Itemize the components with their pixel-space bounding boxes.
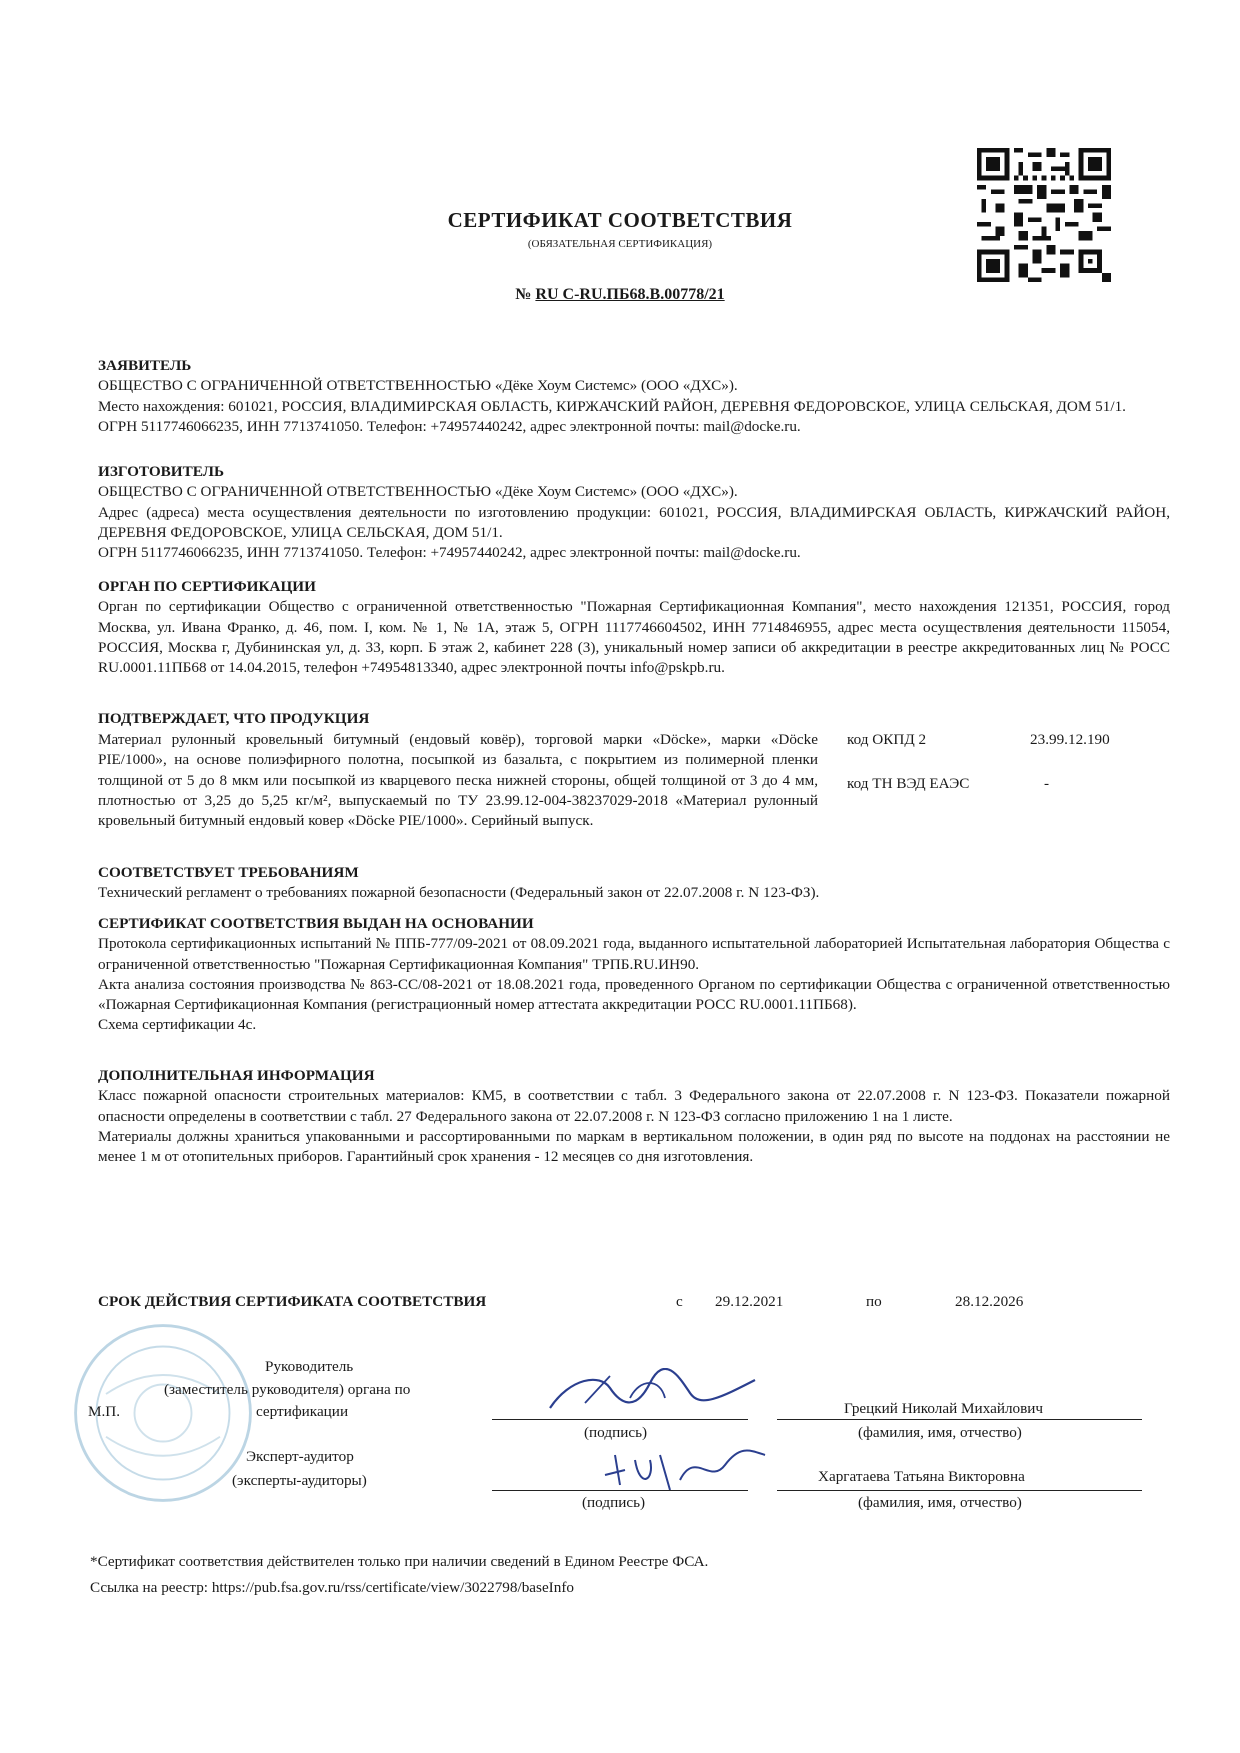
head-name-line [777,1419,1142,1420]
requirements-heading: СООТВЕТСТВУЕТ ТРЕБОВАНИЯМ [98,864,359,881]
applicant-address: Место нахождения: 601021, РОССИЯ, ВЛАДИМИРСКАЯ ОБЛАСТЬ, КИРЖАЧСКИЙ РАЙОН, ДЕРЕВНЯ ФЕДОРОВСКОЕ, УЛИЦА СЕЛЬСКАЯ, ДОМ 51/1. [98,397,1126,415]
requirements-section [98,863,1170,904]
manufacturer-name: ОБЩЕСТВО С ОГРАНИЧЕННОЙ ОТВЕТСТВЕННОСТЬЮ «Дёке Хоум Системс» (ООО «ДХС»). [98,483,738,501]
additional-section [98,1066,1170,1167]
additional-fire-class: Класс пожарной опасности строительных материалов: КМ5, в соответствии с табл. 3 Федерального закона от 22.07.2008 г. N 123-ФЗ. Показатели пожарной опасности определены в соответствии с табл. 27 Федерального закона от 22.07.2008 г. N 123-ФЗ согласно приложению 1 на 1 листе. [98,1087,1170,1125]
validity-from-date: 29.12.2021 [715,1293,784,1310]
requirements-text: Технический регламент о требованиях пожарной безопасности (Федеральный закон от 22.07.2008 г. N 123-ФЗ). [98,884,820,902]
expert-name-caption: (фамилия, имя, отчество) [858,1494,1022,1511]
head-role-line1: Руководитель [265,1358,354,1375]
additional-heading: ДОПОЛНИТЕЛЬНАЯ ИНФОРМАЦИЯ [98,1067,375,1084]
validity-label: СРОК ДЕЙСТВИЯ СЕРТИФИКАТА СООТВЕТСТВИЯ [98,1293,487,1310]
applicant-name: ОБЩЕСТВО С ОГРАНИЧЕННОЙ ОТВЕТСТВЕННОСТЬЮ «Дёке Хоум Системс» (ООО «ДХС»). [98,377,738,395]
product-description: Материал рулонный кровельный битумный (ендовый ковёр), торговой марки «Döcke», марки «Döcke PIE/1000», на основе полиэфирного полотна, посыпкой из базальта, с покрытием из полимерной пленки толщиной от 5 до 8 мкм или посыпкой из кварцевого песка нижней стороны, общей толщиной от 3 до 4 мм, плотностью от 3,25 до 5,25 кг/м², выпускаемый по ТУ 23.99.12-004-38237029-2018 «Материал рулонный кровельный битумный ендовый ковер «Döcke PIE/1000». Серийный выпуск. [98,731,818,830]
validity-from-label: с [676,1293,683,1310]
tnved-value: - [1044,775,1050,792]
expert-signature-caption: (подпись) [582,1494,646,1511]
additional-storage: Материалы должны храниться упакованными и рассортированными по маркам в вертикальном положении, в один ряд по высоте на поддонах на расстоянии не менее 1 м от отопительных приборов. Гарантийный срок хранения - 12 месяцев со дня изготовления. [98,1127,1170,1166]
tnved-label: код ТН ВЭД ЕАЭС [847,775,970,792]
certificate-number-value: RU C-RU.ПБ68.В.00778/21 [535,286,725,303]
okpd-label: код ОКПД 2 [847,731,927,748]
product-heading-wrap [98,709,1170,729]
expert-role-line2: (эксперты-аудиторы) [232,1472,367,1489]
applicant-contacts: ОГРН 5117746066235, ИНН 7713741050. Телефон: +74957440242, адрес электронной почты: mail@docke.ru. [98,417,801,435]
okpd-value: 23.99.12.190 [1030,731,1110,748]
registry-link: Ссылка на реестр: https://pub.fsa.gov.ru/rss/certificate/view/3022798/baseInfo [90,1579,574,1596]
certification-body-section [98,577,1170,678]
head-role-line3: сертификации [256,1403,349,1420]
certification-body-heading: ОРГАН ПО СЕРТИФИКАЦИИ [98,578,316,595]
qr-code [977,148,1111,282]
certificate-number [0,286,1240,304]
applicant-section [98,356,1170,437]
expert-signature-line [492,1490,748,1491]
certificate-number-prefix: № [515,286,532,303]
basis-production-analysis: Акта анализа состояния производства № 863-СС/08-2021 от 18.08.2021 года, проведенного Органом по сертификации Общества с ограниченной ответственностью «Пожарная Сертификационная Компания (регистрационный номер аттестата аккредитации РОСС RU.0001.11ПБ68). [98,975,1170,1014]
head-name: Грецкий Николай Михайлович [844,1400,1044,1417]
product-heading: ПОДТВЕРЖДАЕТ, ЧТО ПРОДУКЦИЯ [98,710,370,727]
manufacturer-heading: ИЗГОТОВИТЕЛЬ [98,463,225,480]
basis-section [98,914,1170,1036]
certification-body-text: Орган по сертификации Общество с ограниченной ответственностью "Пожарная Сертификационная Компания", место нахождения 121351, РОССИЯ, город Москва, ул. Ивана Франко, д. 46, пом. I, ком. № 1, № 1А, этаж 5, ОГРН 1117746604502, ИНН 7714846955, адрес места осуществления деятельности 115054, РОССИЯ, Москва г, Дубининская ул, д. 33, корп. Б этаж 2, кабинет 228 (3), уникальный номер записи об аккредитации в реестре аккредитованных лиц № РОСС RU.0001.11ПБ68 от 14.04.2015, телефон +74954813340, адрес электронной почты info@pskpb.ru. [98,598,1170,677]
expert-role-line1: Эксперт-аудитор [246,1448,354,1465]
manufacturer-contacts: ОГРН 5117746066235, ИНН 7713741050. Телефон: +74957440242, адрес электронной почты: mail@docke.ru. [98,544,801,562]
mp-label: М.П. [88,1403,121,1420]
basis-heading: СЕРТИФИКАТ СООТВЕТСТВИЯ ВЫДАН НА ОСНОВАНИИ [98,915,534,932]
expert-signature [600,1440,770,1500]
footer-note: *Сертификат соответствия действителен только при наличии сведений в Едином Реестре ФСА. [90,1553,709,1570]
head-signature [540,1368,760,1418]
head-role-line2: (заместитель руководителя) органа по [164,1381,411,1398]
head-name-caption: (фамилия, имя, отчество) [858,1424,1022,1441]
validity-to-label: по [866,1293,882,1310]
expert-name-line [777,1490,1142,1491]
manufacturer-section [98,462,1170,563]
manufacturer-address: Адрес (адреса) места осуществления деятельности по изготовлению продукции: 601021, РОССИЯ, ВЛАДИМИРСКАЯ ОБЛАСТЬ, КИРЖАЧСКИЙ РАЙОН, ДЕРЕВНЯ ФЕДОРОВСКОЕ, УЛИЦА СЕЛЬСКАЯ, ДОМ 51/1. [98,503,1170,541]
head-signature-line [492,1419,748,1420]
basis-scheme: Схема сертификации 4с. [98,1016,257,1034]
head-signature-caption: (подпись) [584,1424,648,1441]
validity-to-date: 28.12.2026 [955,1293,1024,1310]
applicant-heading: ЗАЯВИТЕЛЬ [98,357,192,374]
expert-name: Харгатаева Татьяна Викторовна [818,1468,1025,1485]
document-title: СЕРТИФИКАТ СООТВЕТСТВИЯ [447,208,793,232]
document-subtitle: (ОБЯЗАТЕЛЬНАЯ СЕРТИФИКАЦИЯ) [527,238,713,250]
basis-protocol: Протокола сертификационных испытаний № ППБ-777/09-2021 от 08.09.2021 года, выданного испытательной лабораторией Испытательная лаборатория Общества с ограниченной ответственностью "Пожарная Сертификационная Компания" ТРПБ.RU.ИН90. [98,935,1170,973]
